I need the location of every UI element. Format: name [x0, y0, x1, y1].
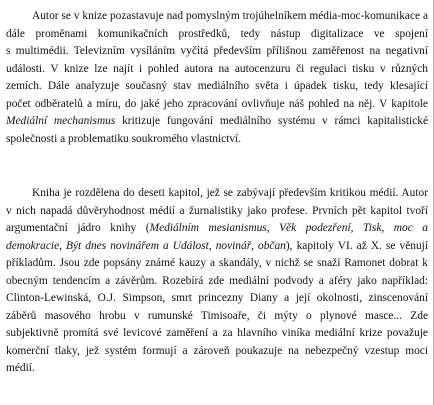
body-text: subjektivně promítá své levicové zaměření a za hlavního viníka mediální krize považuje [6, 327, 428, 339]
text-line [6, 26, 428, 43]
italic-text: Mediální mechanismus [6, 115, 116, 127]
body-text: kritizuje fungování mediálního systému v rámci kapitalistické [115, 115, 428, 127]
body-text: Kniha je rozdělena do deseti kapitol, jež se zabývají především kritikou médií. Autor [32, 187, 428, 199]
body-text: Clinton-Lewinská, O.J. Simpson, smrt princezny Diany a její okolnosti, zinscenování [6, 292, 428, 304]
text-line [32, 8, 428, 25]
text-line [6, 131, 241, 148]
body-text: zemích. Dále analyzuje současný stav mediálního světa i úpadek tisku, tedy klesající [6, 80, 428, 92]
body-text: Autor se v knize pozastavuje nad pomyslným trojúhelníkem média-moc-komunikace a [32, 10, 428, 22]
body-text: v nich napadá důvěryhodnost médií a žurnalistiky jako profese. Prvních pět kapitol tvoří [6, 204, 428, 217]
italic-text: Mediálním mesianismus, Věk podezření, Tisk, moc a [149, 222, 428, 234]
text-line [6, 273, 428, 290]
body-text: obecným tendencím a závěrům. Rozebírá zde mediální podvody a aféry jako například: [6, 274, 428, 287]
text-line [6, 78, 428, 95]
text-line [6, 238, 428, 255]
body-text: dále proměnami komunikačních prostředků, tedy nástup digitalizace ve spojení [6, 27, 428, 40]
body-text: příkladům. Jsou zde popsány známé kauzy a skandály, v nichž se snaží Ramonet dobrat k [6, 257, 428, 269]
italic-text: demokracie, Být dnes novinářem a Událost, novinář, občan [6, 239, 286, 252]
text-line [6, 360, 35, 377]
body-text: počet odběratelů a míru, do jaké jeho zpracování ovlivňuje náš pohled na něj. V kapitole [6, 97, 428, 110]
text-line [6, 255, 428, 272]
text-line [6, 308, 428, 325]
body-text: argumentační jádro knihy ( [6, 222, 150, 234]
text-line [6, 203, 428, 220]
text-line [6, 325, 428, 342]
text-line [6, 113, 428, 130]
text-line [6, 290, 428, 307]
text-line [32, 185, 428, 202]
body-text: s multimédii. Televizním vysíláním vyčítá především přílišnou zaměřenost na negativní [6, 45, 428, 57]
body-text: médií. [6, 362, 35, 374]
text-line [6, 96, 428, 113]
body-text: komerční tlaky, jež systém formují a zároveň poukazuje na nebezpečný vzestup moci [6, 344, 428, 357]
body-text: ), kapitoly VI. až X. se věnují [285, 239, 428, 252]
body-text: záběrů masového hrobu v rumunské Timisoaře, či mýty o plynové masce... Zde [6, 309, 428, 322]
body-text: události. V knize lze najít i pohled autora na autocenzuru či regulaci tisku v různých [6, 62, 428, 75]
text-line [6, 43, 428, 60]
body-text: společnosti a problematiku soukromého vlastnictví. [6, 132, 242, 145]
text-line [6, 220, 428, 237]
text-line [6, 61, 428, 78]
text-line [6, 343, 428, 360]
